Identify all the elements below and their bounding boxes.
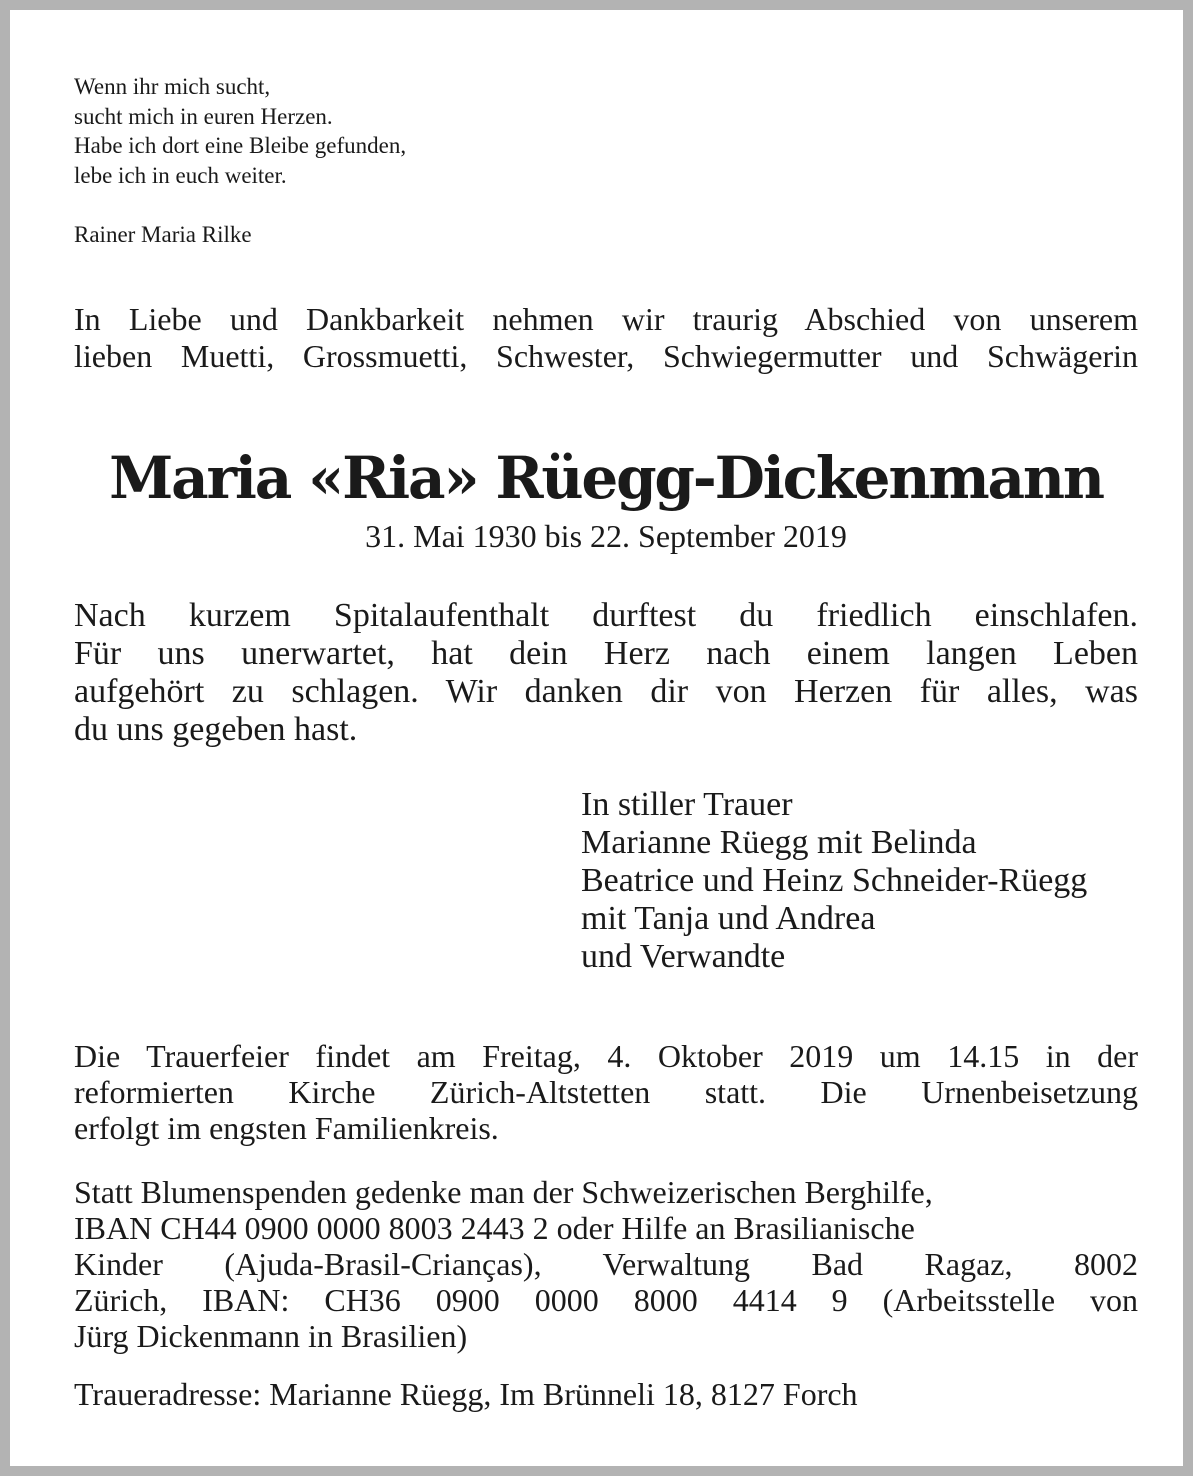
ceremony-line: Die Trauerfeier findet am Freitag, 4. Oktober 2019 um 14.15 in der	[74, 1038, 1138, 1074]
signature-line: Beatrice und Heinz Schneider-Rüegg	[581, 862, 1088, 899]
ceremony-line: erfolgt im engsten Familienkreis.	[74, 1110, 499, 1146]
mourners-signature	[581, 786, 1138, 976]
deceased-name: Maria «Ria» Rüegg-Dickenmann	[109, 444, 1103, 512]
intro-line: In Liebe und Dankbarkeit nehmen wir traurig Abschied von unserem	[74, 301, 1138, 337]
signature-line: In stiller Trauer	[581, 786, 793, 823]
farewell-message	[74, 597, 1138, 749]
poem	[74, 72, 1138, 190]
intro-text	[74, 301, 1138, 375]
donation-line: Jürg Dickenmann in Brasilien)	[74, 1318, 468, 1354]
poem-line: Wenn ihr mich sucht,	[74, 74, 271, 99]
poem-line: sucht mich in euren Herzen.	[74, 103, 333, 129]
message-line: Für uns unerwartet, hat dein Herz nach einem langen Leben	[74, 635, 1138, 672]
poem-author: Rainer Maria Rilke	[74, 222, 252, 247]
donation-line: Statt Blumenspenden gedenke man der Schweizerischen Berghilfe,	[74, 1174, 933, 1210]
message-line: aufgehört zu schlagen. Wir danken dir von Herzen für alles, was	[74, 673, 1138, 710]
poem-line: Habe ich dort eine Bleibe gefunden,	[74, 133, 407, 158]
message-line: du uns gegeben hast.	[74, 711, 358, 748]
ceremony-line: reformierten Kirche Zürich-Altstetten statt. Die Urnenbeisetzung	[74, 1074, 1138, 1110]
signature-line: und Verwandte	[581, 938, 786, 975]
poem-line: lebe ich in euch weiter.	[74, 162, 287, 188]
donation-line: Kinder (Ajuda-Brasil-Crianças), Verwaltung Bad Ragaz, 8002	[74, 1246, 1138, 1282]
life-dates: 31. Mai 1930 bis 22. September 2019	[365, 518, 847, 554]
donation-line: Zürich, IBAN: CH36 0900 0000 8000 4414 9 (Arbeitsstelle von	[74, 1282, 1138, 1318]
message-line: Nach kurzem Spitalaufenthalt durftest du friedlich einschlafen.	[74, 597, 1138, 634]
obituary-content	[74, 72, 1138, 1412]
mourning-address: Traueradresse: Marianne Rüegg, Im Brünneli 18, 8127 Forch	[74, 1376, 858, 1412]
intro-line: lieben Muetti, Grossmuetti, Schwester, Schwiegermutter und Schwägerin	[74, 338, 1138, 374]
signature-line: Marianne Rüegg mit Belinda	[581, 824, 977, 861]
ceremony-notice	[74, 1038, 1138, 1146]
donation-notice	[74, 1174, 1138, 1354]
signature-line: mit Tanja und Andrea	[581, 900, 876, 937]
donation-line: IBAN CH44 0900 0000 8003 2443 2 oder Hilfe an Brasilianische	[74, 1210, 915, 1246]
